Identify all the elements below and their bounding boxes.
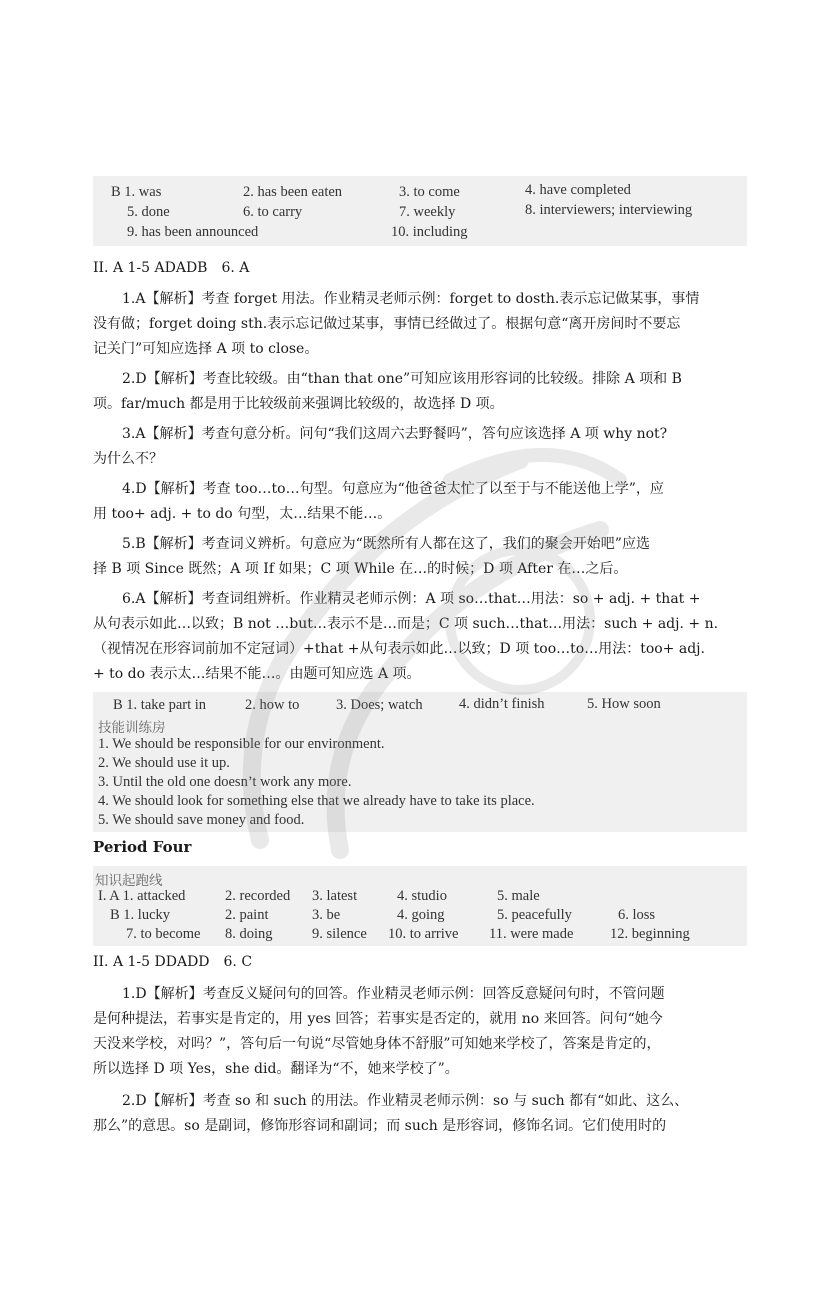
explanation-line: 没有做；forget doing sth.表示忘记做过某事，事情已经做过了。根据句意“离开房间时不要忘: [93, 316, 681, 332]
explanation-line: 记关门”可知应选择 A 项 to close。: [93, 341, 319, 357]
explanation-line: 是何种提法，若事实是肯定的，用 yes 回答；若事实是否定的，就用 no 来回答。问句“她今: [93, 1011, 663, 1027]
explanation-line: 4.D【解析】考查 too…to…句型。句意应为“他爸爸太忙了以至于与不能送他上学”，应: [122, 481, 664, 497]
skill-line: 1. We should be responsible for our environment.: [98, 736, 385, 752]
c-cell: 8. doing: [225, 926, 273, 942]
section-header: II. A 1-5 DDADD 6. C: [93, 954, 253, 970]
b1-cell: 7. weekly: [399, 204, 456, 220]
b1-cell: B 1. was: [111, 184, 162, 200]
section-header: II. A 1-5 ADADB 6. A: [93, 260, 250, 276]
b2-cell: 4. didn’t finish: [459, 696, 545, 712]
explanation-line: 2.D【解析】考查 so 和 such 的用法。作业精灵老师示例：so 与 such 都有“如此、这么、: [122, 1093, 689, 1109]
b1-cell: 10. including: [391, 224, 468, 240]
b2-cell: 2. how to: [245, 697, 300, 713]
skill-line: 5. We should save money and food.: [98, 812, 305, 828]
b1-cell: 5. done: [127, 204, 170, 220]
c-cell: I. A 1. attacked: [98, 888, 186, 904]
block-title: 知识起跑线: [95, 873, 163, 889]
c-cell: 4. going: [397, 907, 445, 923]
explanation-line: 3.A【解析】考查句意分析。问句“我们这周六去野餐吗”，答句应该选择 A 项 why not?: [122, 426, 668, 442]
explanation-line: 5.B【解析】考查词义辨析。句意应为“既然所有人都在这了，我们的聚会开始吧”应选: [122, 536, 650, 552]
c-cell: 6. loss: [618, 907, 656, 923]
c-cell: 2. recorded: [225, 888, 291, 904]
explanation-line: 天没来学校，对吗？”，答句后一句说“尽管她身体不舒服”可知她来学校了，答案是肯定的，: [93, 1036, 661, 1052]
b1-cell: 3. to come: [399, 184, 460, 200]
c-cell: B 1. lucky: [110, 907, 171, 923]
answer-block-b1: [93, 176, 747, 246]
skill-title: 技能训练房: [98, 720, 166, 736]
explanation-line: + to do 表示太…结果不能…。由题可知应选 A 项。: [93, 666, 421, 682]
c-cell: 9. silence: [312, 926, 367, 942]
skill-line: 3. Until the old one doesn’t work any more.: [98, 774, 352, 790]
c-cell: 4. studio: [397, 888, 447, 904]
c-cell: 3. be: [312, 907, 341, 923]
answer-block-c: [93, 866, 747, 946]
explanation-line: 6.A【解析】考查词组辨析。作业精灵老师示例：A 项 so…that…用法：so + adj. + that +: [122, 591, 701, 607]
c-cell: 2. paint: [225, 907, 269, 923]
b2-cell: 5. How soon: [587, 696, 661, 712]
explanation-line: （视情况在形容词前加不定冠词）+that +从句表示如此…以致；D 项 too…to…用法：too+ adj.: [93, 641, 705, 657]
skill-line: 4. We should look for something else that we already have to take its place.: [98, 793, 535, 809]
explanation-line: 项。far/much 都是用于比较级前来强调比较级的，故选择 D 项。: [93, 396, 504, 412]
period-heading: Period Four: [93, 838, 192, 856]
b1-cell: 6. to carry: [243, 204, 303, 220]
b1-cell: 9. has been announced: [127, 224, 259, 240]
c-cell: 7. to become: [126, 926, 201, 942]
explanation-line: 为什么不？: [93, 451, 163, 467]
explanation-line: 所以选择 D 项 Yes，she did。翻译为“不，她来学校了”。: [93, 1061, 459, 1077]
c-cell: 5. male: [497, 888, 540, 904]
b1-cell: 4. have completed: [525, 182, 631, 198]
answer-block-b2: [93, 692, 747, 832]
explanation-line: 1.A【解析】考查 forget 用法。作业精灵老师示例：forget to dosth.表示忘记做某事，事情: [122, 291, 700, 307]
c-cell: 3. latest: [312, 888, 358, 904]
c-cell: 5. peacefully: [497, 907, 572, 923]
c-cell: 12. beginning: [610, 926, 690, 942]
explanation-line: 择 B 项 Since 既然；A 项 If 如果；C 项 While 在…的时候；D 项 After 在…之后。: [93, 561, 628, 577]
explanation-line: 1.D【解析】考查反义疑问句的回答。作业精灵老师示例：回答反意疑问句时，不管问题: [122, 986, 665, 1002]
b2-cell: 3. Does; watch: [336, 697, 423, 713]
b2-cell: B 1. take part in: [113, 697, 207, 713]
b1-cell: 2. has been eaten: [243, 184, 343, 200]
explanation-line: 那么”的意思。so 是副词，修饰形容词和副词；而 such 是形容词，修饰名词。它们使用时的: [93, 1118, 667, 1134]
c-cell: 11. were made: [489, 926, 574, 942]
skill-line: 2. We should use it up.: [98, 755, 230, 771]
explanation-line: 从句表示如此…以致；B not …but…表示不是…而是；C 项 such…that…用法：such + adj. + n.: [93, 616, 719, 632]
explanation-line: 用 too+ adj. + to do 句型，太…结果不能…。: [93, 506, 392, 522]
explanation-line: 2.D【解析】考查比较级。由“than that one”可知应该用形容词的比较级。排除 A 项和 B: [122, 371, 682, 387]
b1-cell: 8. interviewers; interviewing: [525, 202, 693, 218]
c-cell: 10. to arrive: [388, 926, 459, 942]
